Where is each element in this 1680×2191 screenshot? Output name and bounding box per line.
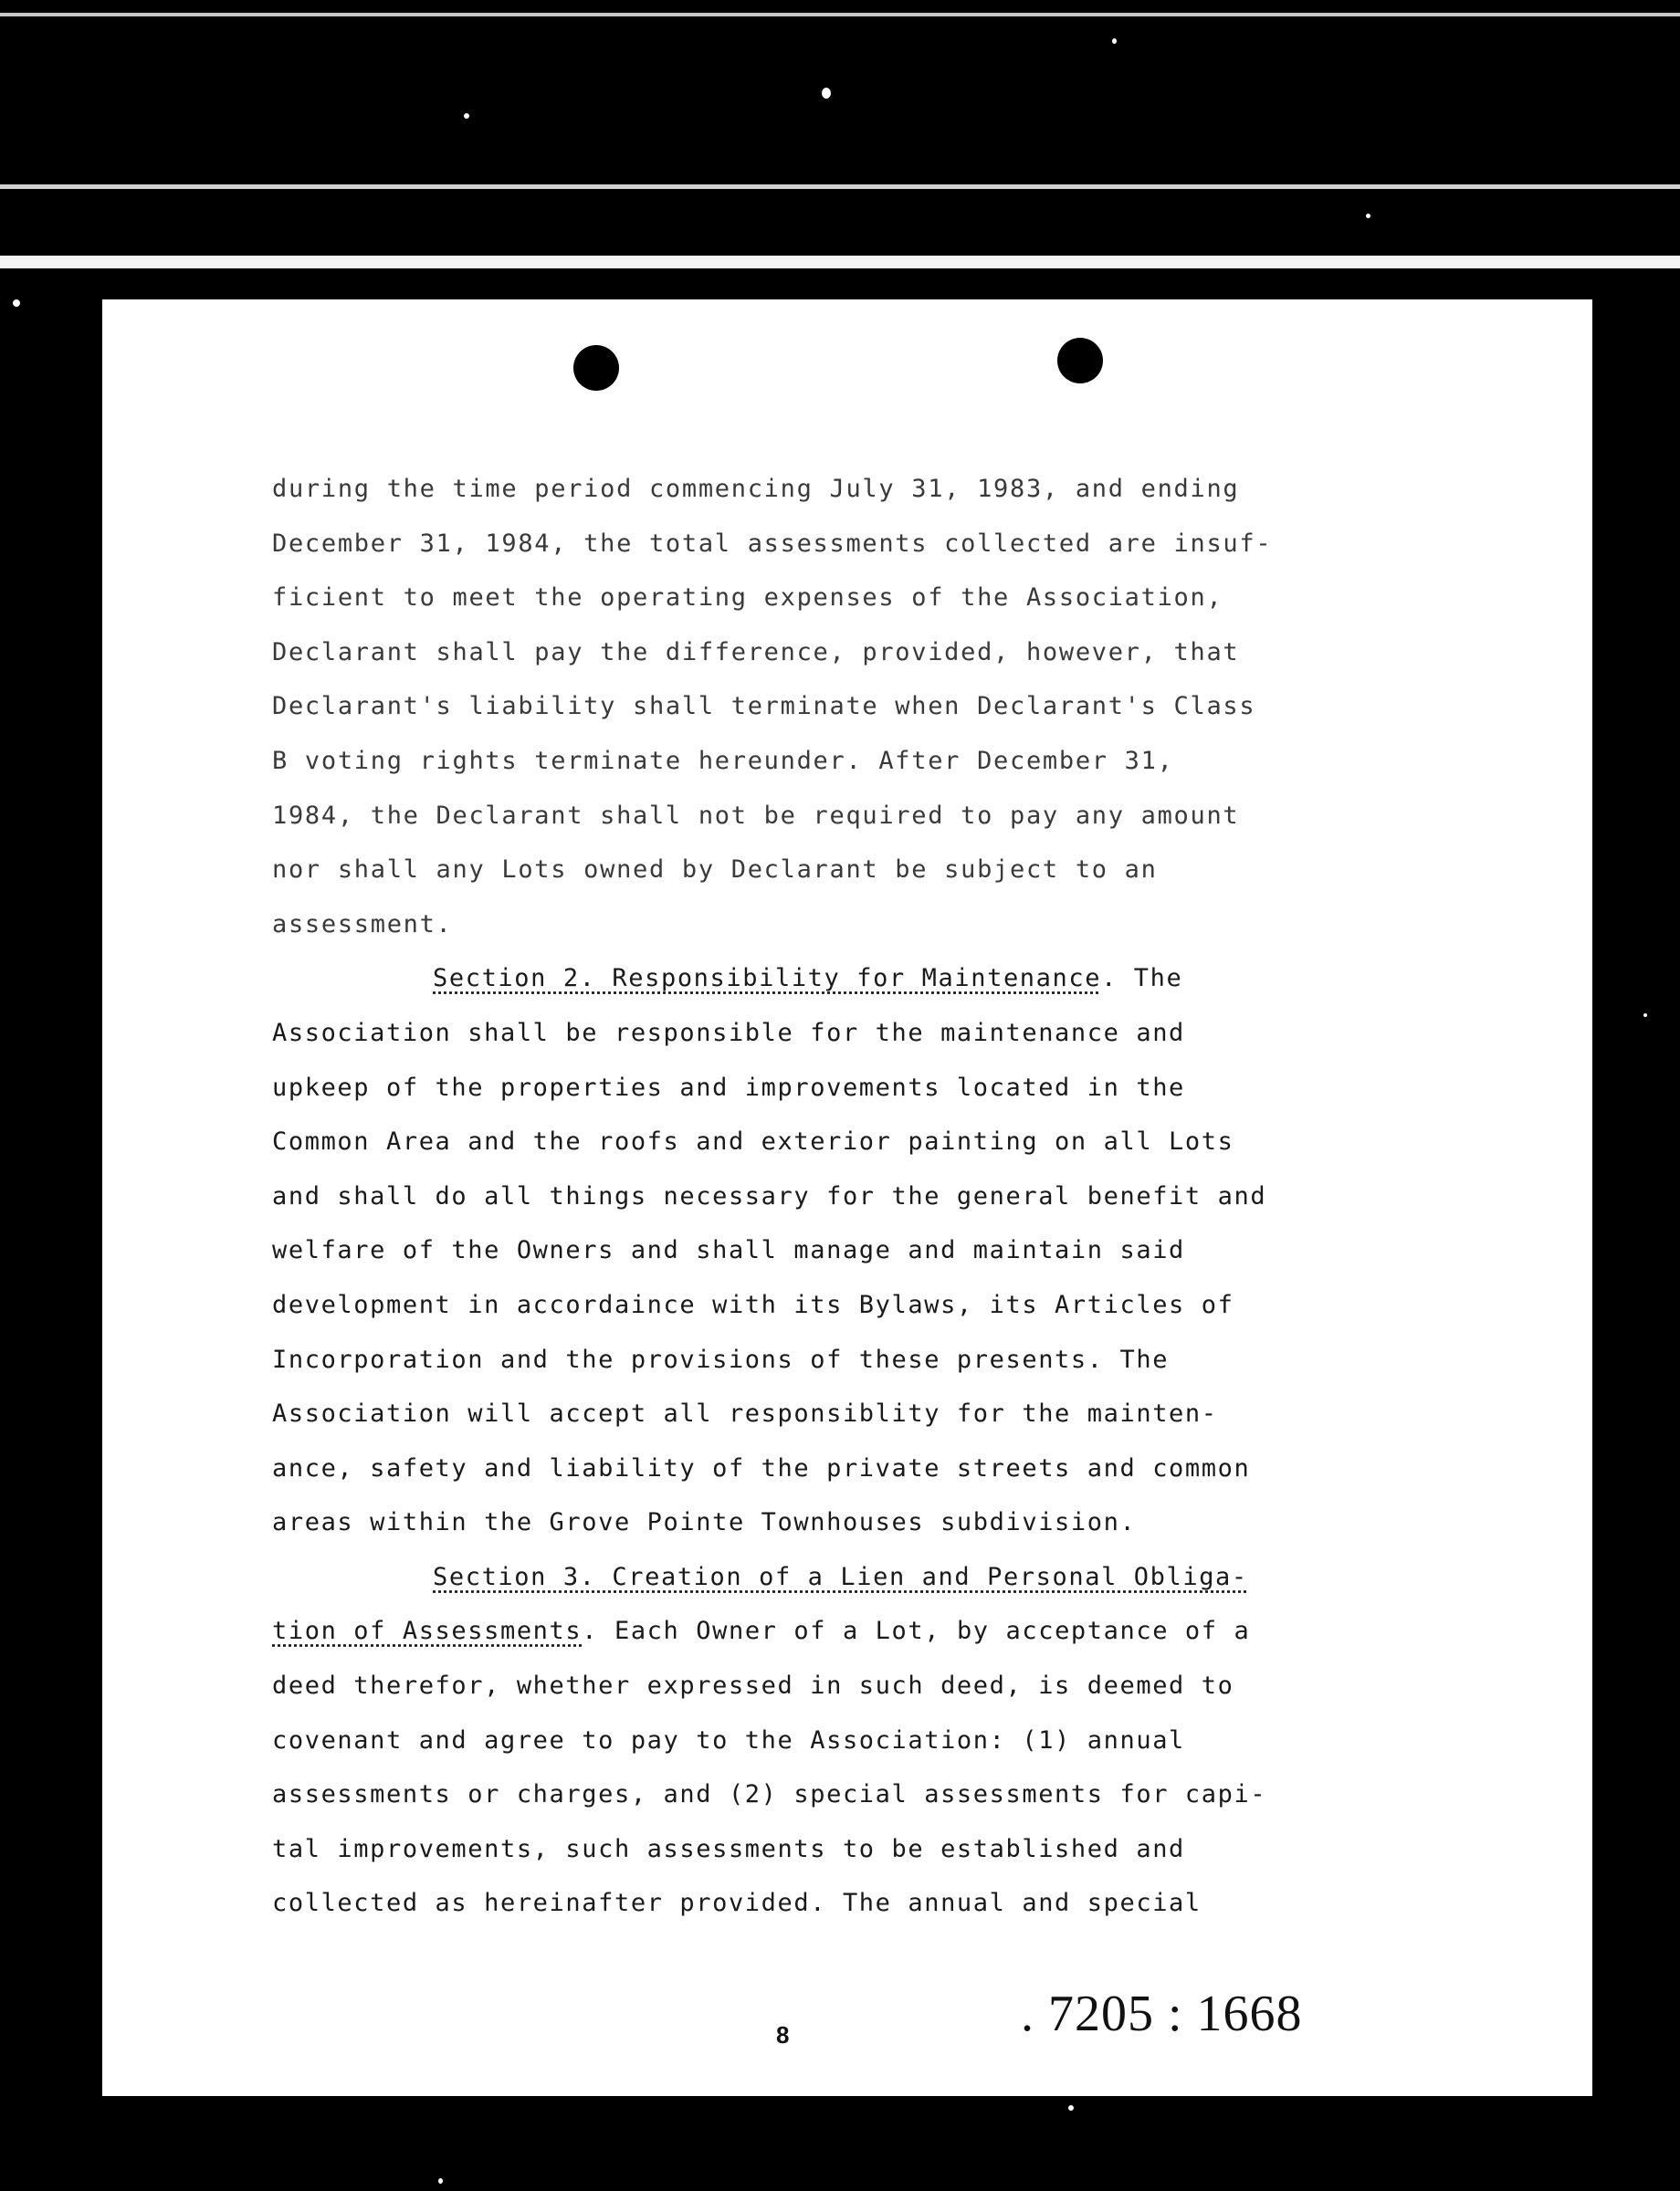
text-line: Association shall be responsible for the maintenance and	[272, 1018, 1185, 1047]
text-line: collected as hereinafter provided. The annual and special	[272, 1889, 1202, 1918]
scan-speck	[464, 113, 469, 119]
section-3-heading-tail: . Each Owner of a Lot, by acceptance of a	[582, 1617, 1251, 1646]
section-3-heading: Section 3. Creation of a Lien and Personal Obliga-	[433, 1562, 1248, 1591]
text-line: deed therefor, whether expressed in such deed, is deemed to	[272, 1672, 1234, 1701]
scan-speck	[1366, 214, 1370, 218]
document-stamp-number: . 7205 : 1668	[1021, 1986, 1303, 2042]
text-line: development in accordaince with its Bylaws, its Articles of	[272, 1290, 1234, 1319]
text-line: nor shall any Lots owned by Declarant be subject to an	[272, 855, 1158, 885]
section-3-heading-continuation: tion of Assessments	[272, 1617, 583, 1646]
scan-streak-middle	[0, 184, 1680, 189]
section-3-heading-continuation-line	[272, 1604, 1459, 1659]
page-number: 8	[776, 2021, 790, 2049]
text-line: December 31, 1984, the total assessments collected are insuf-	[272, 529, 1273, 558]
text-line: Association will accept all responsiblity for the mainten-	[272, 1400, 1218, 1429]
text-line: and shall do all things necessary for the general benefit and	[272, 1181, 1267, 1211]
text-line: ficient to meet the operating expenses of the Association,	[272, 583, 1223, 613]
section-2-heading-line	[272, 951, 1459, 1006]
text-line: 1984, the Declarant shall not be required to pay any amount	[272, 801, 1240, 830]
scan-speck	[822, 88, 831, 99]
text-line: during the time period commencing July 31, 1983, and ending	[272, 475, 1240, 503]
text-line: covenant and agree to pay to the Association: (1) annual	[272, 1725, 1185, 1755]
scan-speck	[1112, 38, 1117, 44]
text-line: Common Area and the roofs and exterior painting on all Lots	[272, 1127, 1234, 1157]
page-body	[272, 462, 1459, 1931]
punch-hole-left	[573, 345, 619, 391]
document-page	[102, 299, 1592, 2096]
scan-speck	[1643, 1013, 1647, 1017]
text-line: B voting rights terminate hereunder. After December 31,	[272, 746, 1174, 775]
text-line: Declarant's liability shall terminate when Declarant's Class	[272, 692, 1256, 721]
scan-speck	[438, 2178, 443, 2184]
text-line: tal improvements, such assessments to be established and	[272, 1834, 1185, 1863]
text-line: assessments or charges, and (2) special assessments for capi-	[272, 1780, 1267, 1809]
scan-streak-top	[0, 13, 1680, 16]
text-line: areas within the Grove Pointe Townhouses subdivision.	[272, 1508, 1137, 1537]
section-2-heading-tail: . The	[1101, 964, 1183, 993]
scan-speck	[13, 299, 20, 307]
punch-hole-right	[1057, 338, 1103, 383]
text-line: assessment.	[272, 909, 453, 938]
scan-band	[0, 256, 1680, 268]
text-line: Incorporation and the provisions of these presents. The	[272, 1345, 1170, 1374]
text-line: ance, safety and liability of the private streets and common	[272, 1453, 1251, 1483]
text-line: Declarant shall pay the difference, provided, however, that	[272, 637, 1240, 666]
scan-speck	[1068, 2105, 1074, 2111]
section-2-heading: Section 2. Responsibility for Maintenance	[433, 964, 1102, 993]
section-3-heading-line	[272, 1550, 1459, 1605]
text-line: upkeep of the properties and improvements located in the	[272, 1073, 1185, 1102]
text-line: welfare of the Owners and shall manage and maintain said	[272, 1236, 1185, 1265]
